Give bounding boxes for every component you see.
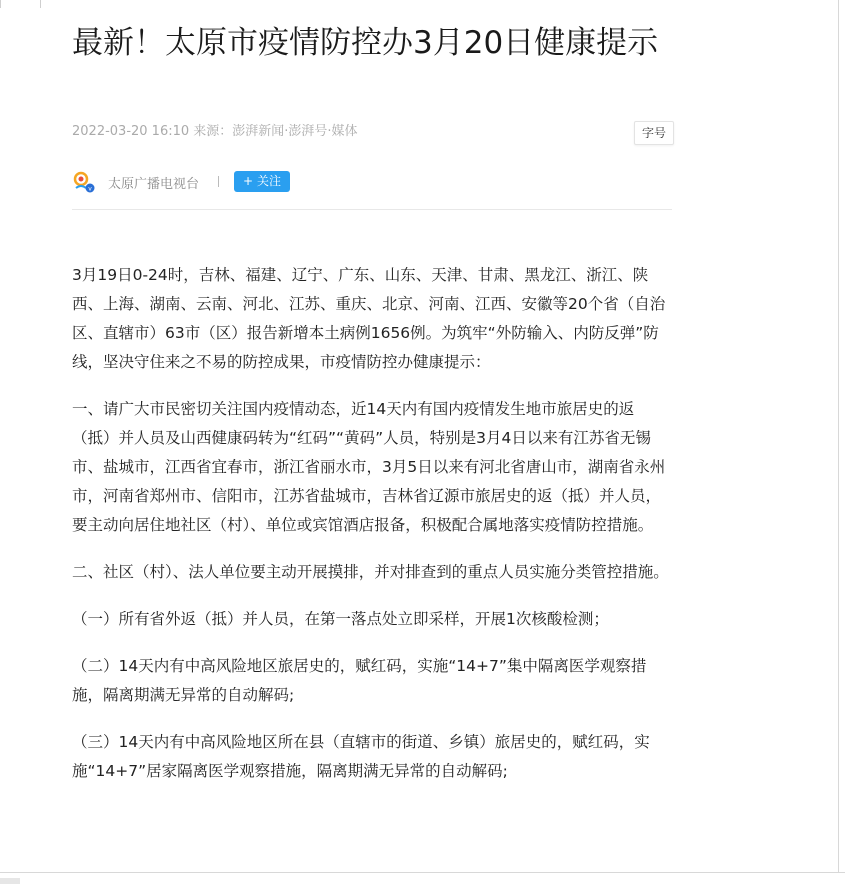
frame-border — [838, 0, 839, 872]
frame-edge — [40, 0, 41, 8]
article-meta: 2022-03-20 16:10 来源：澎湃新闻·澎湃号·媒体 — [72, 124, 358, 139]
paragraph: （三）14天内有中高风险地区所在县（直辖市的街道、乡镇）旅居史的，赋红码，实施“14+7”居家隔离医学观察措施，隔离期满无异常的自动解码; — [72, 733, 650, 780]
follow-label: 关注 — [257, 174, 282, 188]
paragraph: （一）所有省外返（抵）并人员，在第一落点处立即采样，开展1次核酸检测； — [72, 610, 609, 628]
frame-border — [0, 872, 845, 873]
font-size-button[interactable]: 字号 — [634, 121, 674, 145]
horizontal-scrollbar[interactable] — [0, 878, 20, 884]
follow-button[interactable] — [234, 171, 290, 192]
article-body — [72, 261, 672, 804]
paragraph: 一、请广大市民密切关注国内疫情动态，近14天内有国内疫情发生地市旅居史的返（抵）并人员及山西健康码转为“红码”“黄码”人员，特别是3月4日以来有江苏省无锡市、盐城市，江西省宜春市，浙江省丽水市，3月5日以来有河北省唐山市，湖南省永州市，河南省郑州市、信阳市，江苏省盐城市，吉林省辽源市旅居史的返（抵）并人员，要主动向居住地社区（村）、单位或宾馆酒店报备，积极配合属地落实疫情防控措施。 — [72, 400, 666, 534]
author-name[interactable]: 太原广播电视台 — [108, 177, 200, 192]
header-divider — [72, 209, 672, 210]
svg-text:v: v — [88, 185, 92, 193]
author-row — [72, 169, 672, 195]
paragraph: 二、社区（村）、法人单位要主动开展摸排，并对排查到的重点人员实施分类管控措施。 — [72, 563, 669, 581]
divider — [218, 176, 219, 187]
article-title: 最新！太原市疫情防控办3月20日健康提示 — [72, 24, 659, 61]
paragraph: 3月19日0-24时，吉林、福建、辽宁、广东、山东、天津、甘肃、黑龙江、浙江、陕西、上海、湖南、云南、河北、江苏、重庆、北京、河南、江西、安徽等20个省（自治区、直辖市）63市（区）报告新增本土病例1656例。为筑牢“外防输入、内防反弹”防线，坚决守住来之不易的防控成果，市疫情防控办健康提示： — [72, 266, 666, 371]
paragraph: （二）14天内有中高风险地区旅居史的，赋红码，实施“14+7”集中隔离医学观察措施，隔离期满无异常的自动解码; — [72, 657, 647, 704]
author-avatar[interactable] — [72, 170, 96, 194]
frame-edge — [0, 0, 1, 8]
plus-icon: + — [242, 174, 254, 188]
